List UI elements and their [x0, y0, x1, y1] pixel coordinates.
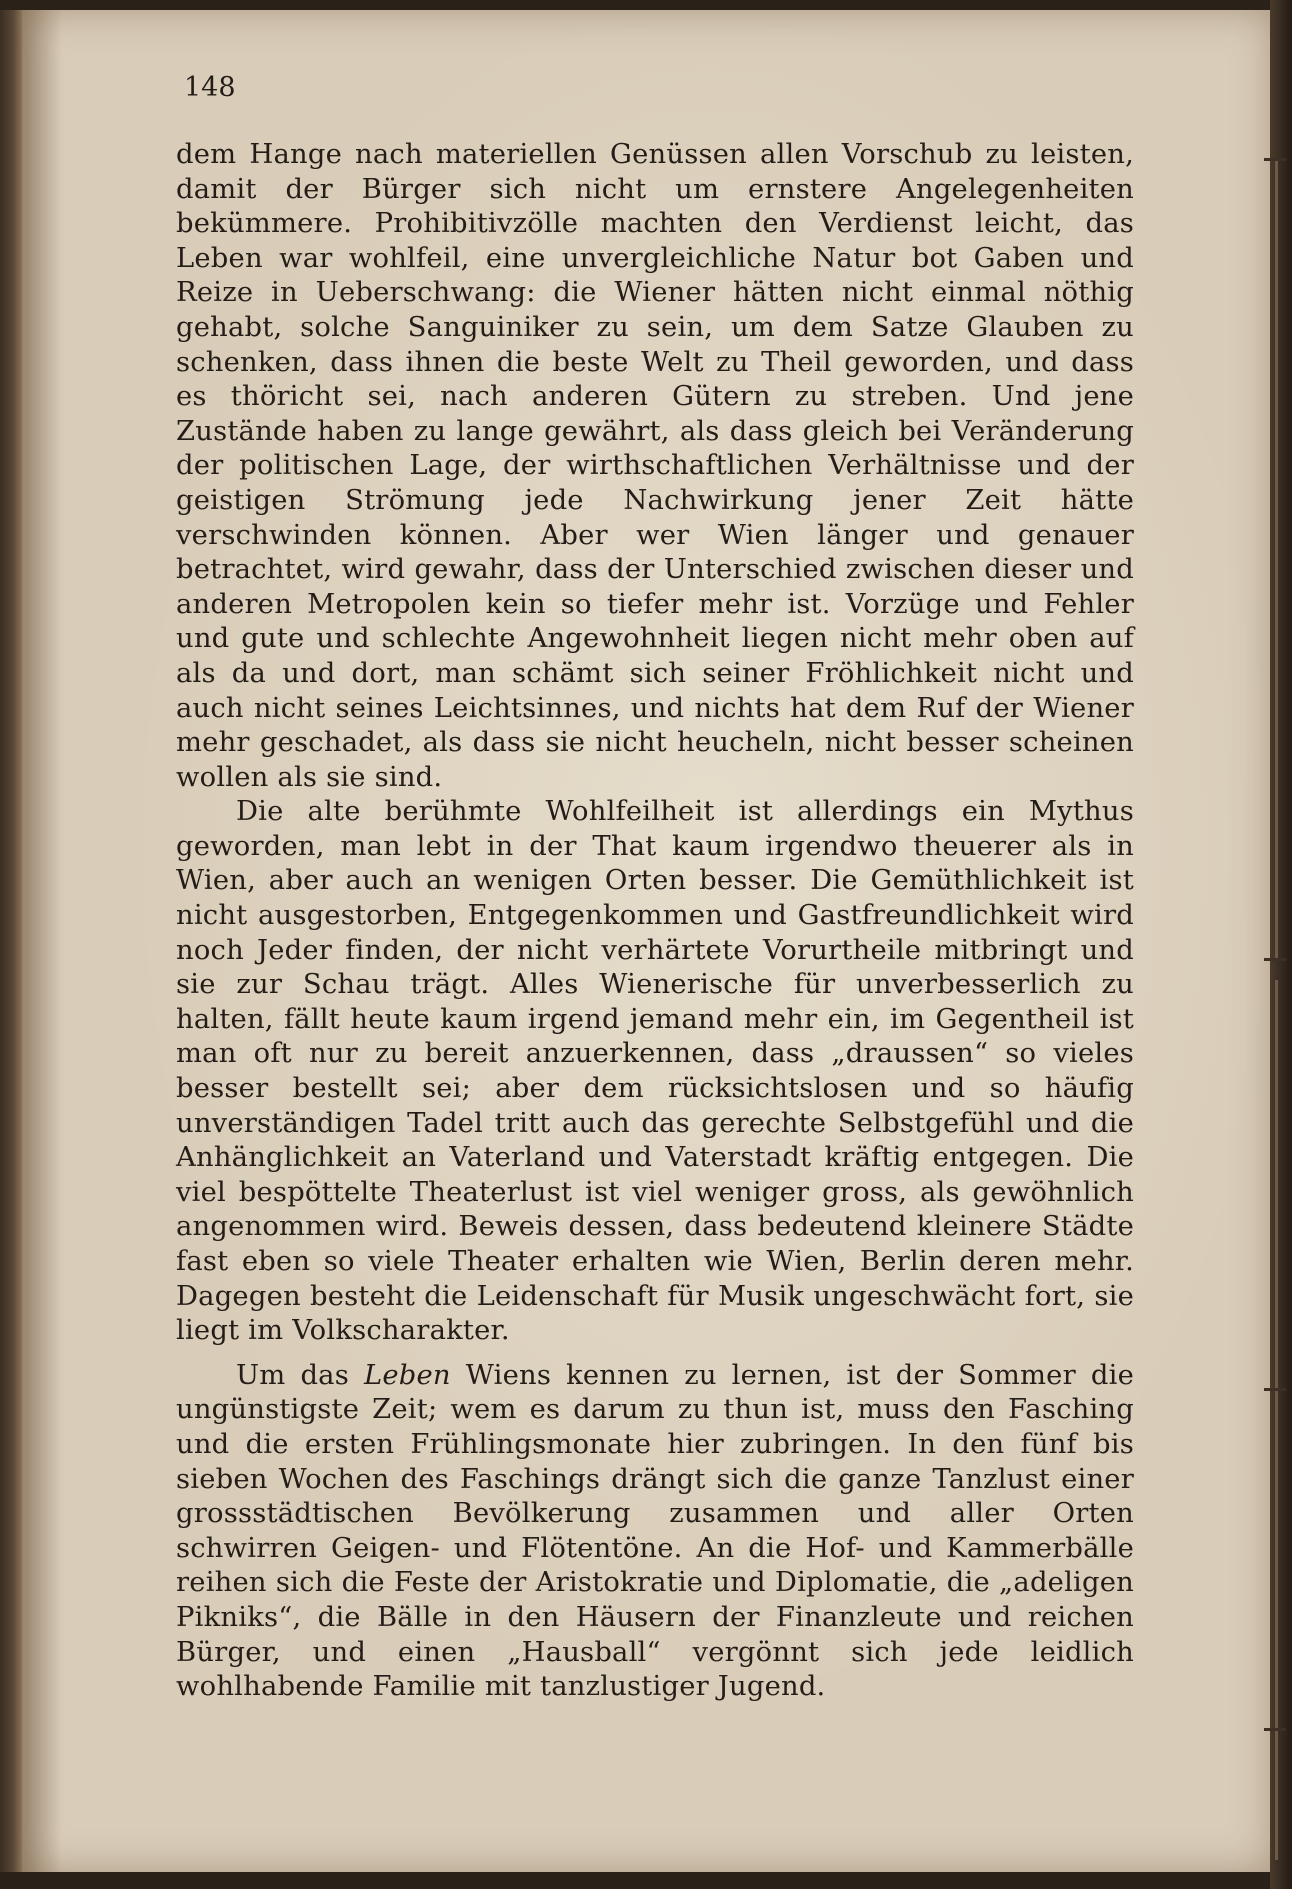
binding-edge — [1270, 0, 1292, 1889]
thread-knot — [1264, 1388, 1286, 1391]
body-text — [176, 138, 1134, 1705]
spine-edge — [0, 10, 22, 1872]
binding-thread — [1275, 160, 1278, 960]
thread-knot — [1264, 958, 1286, 961]
paragraph-3-rest: Wiens kennen zu lernen, ist der Sommer die ungünstigste Zeit; wem es darum zu thun ist, muss den Fasching und die ersten Frühlingsmonate hier zubringen. In den fünf bis sieben Wochen des Faschings drängt sich die ganze Tanzlust einer grossstädtischen Bevölkerung zusammen und aller Orten schwirren Geigen- und Flötentöne. An die Hof- und Kammerbälle reihen sich die Feste der Aristokratie und Diplomatie, die „adeligen Pikniks“, die Bälle in den Häusern der Finanzleute und reichen Bürger, und einen „Hausball“ vergönnt sich jede leidlich wohlhabende Familie mit tanzlustiger Jugend. — [176, 1359, 1134, 1703]
paragraph-1: dem Hange nach materiellen Genüssen allen Vorschub zu leisten, damit der Bürger sich nicht um ernstere Angelegenheiten bekümmere. Prohibitivzölle machten den Verdienst leicht, das Leben war wohlfeil, eine unvergleichliche Natur bot Gaben und Reize in Ueberschwang: die Wiener hätten nicht einmal nöthig gehabt, solche Sanguiniker zu sein, um dem Satze Glauben zu schenken, dass ihnen die beste Welt zu Theil geworden, und dass es thöricht sei, nach anderen Gütern zu streben. Und jene Zustände haben zu lange gewährt, als dass gleich bei Veränderung der politischen Lage, der wirthschaftlichen Verhältnisse und der geistigen Strömung jede Nachwirkung jener Zeit hätte verschwinden können. Aber wer Wien länger und genauer betrachtet, wird gewahr, dass der Unterschied zwischen dieser und anderen Metropolen kein so tiefer mehr ist. Vorzüge und Fehler und gute und schlechte Angewohnheit liegen nicht mehr oben auf als da und dort, man schämt sich seiner Fröhlichkeit nicht und auch nicht seines Leichtsinnes, und nichts hat dem Ruf der Wiener mehr geschadet, als dass sie nicht heucheln, nicht besser scheinen wollen als sie sind. — [176, 139, 1134, 793]
paragraph-2: Die alte berühmte Wohlfeilheit ist allerdings ein Mythus geworden, man lebt in der That kaum irgendwo theuerer als in Wien, aber auch an wenigen Orten besser. Die Gemüthlichkeit ist nicht ausgestorben, Entgegenkommen und Gastfreundlichkeit wird noch Jeder finden, der nicht verhärtete Vorurtheile mitbringt und sie zur Schau trägt. Alles Wienerische für unverbesserlich zu halten, fällt heute kaum irgend jemand mehr ein, im Gegentheil ist man oft nur zu bereit anzuerkennen, dass „draussen“ so vieles besser bestellt sei; aber dem rücksichtslosen und so häufig unverständigen Tadel tritt auch das gerechte Selbstgefühl und die Anhänglichkeit an Vaterland und Vaterstadt kräftig entgegen. Die viel bespöttelte Theaterlust ist viel weniger gross, als gewöhnlich angenommen wird. Beweis dessen, dass bedeutend kleinere Städte fast eben so viele Theater erhalten wie Wien, Berlin deren mehr. Dagegen besteht die Leidenschaft für Musik ungeschwächt fort, sie liegt im Volkscharakter. — [176, 796, 1134, 1347]
paragraph-3 — [176, 1359, 1134, 1705]
page-number: 148 — [184, 72, 236, 103]
thread-knot — [1264, 1728, 1286, 1731]
paragraph-3-start: Um das — [236, 1359, 364, 1391]
emphasis-leben: Leben — [363, 1359, 451, 1391]
thread-knot — [1264, 158, 1286, 161]
